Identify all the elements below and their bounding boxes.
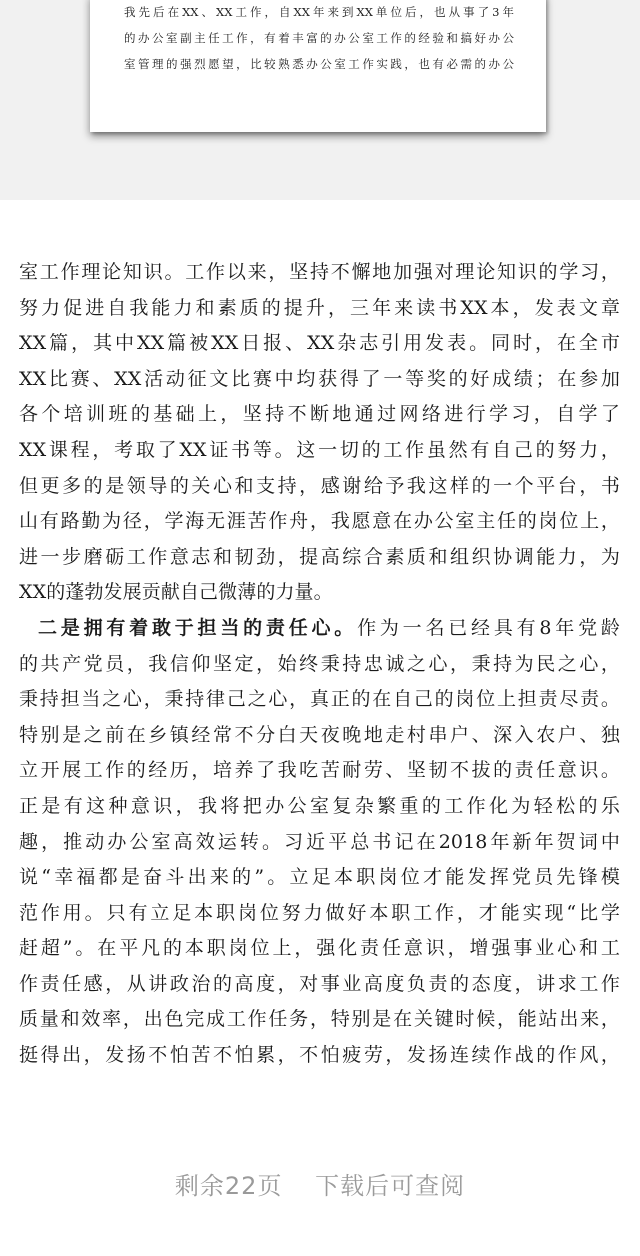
text-line: 但更多的是领导的关心和支持，感谢给予我这样的一个平台，书	[19, 474, 620, 497]
text-line: 进一步磨砺工作意志和韧劲，提高综合素质和组织协调能力，为	[19, 545, 620, 568]
download-hint-text[interactable]: 下载后可查阅	[315, 1172, 466, 1200]
text-line: XX比赛、XX活动征文比赛中均获得了一等奖的好成绩；在参加	[19, 367, 620, 390]
remaining-pages-text[interactable]: 剩余22页	[174, 1172, 283, 1200]
page-preview-card	[90, 0, 546, 132]
text-line: 趣，推动办公室高效运转。习近平总书记在2018年新年贺词中	[19, 830, 620, 853]
text-line: XX课程，考取了XX证书等。这一切的工作虽然有自己的努力，	[19, 438, 620, 461]
paragraph-lead-text: 作为一名已经具有8年党龄	[357, 616, 620, 639]
download-prompt[interactable]	[0, 1160, 640, 1212]
page-preview-area	[0, 0, 640, 200]
text-line: 秉持担当之心，秉持律己之心，真正的在自己的岗位上担责尽责。	[19, 688, 620, 711]
paragraph-first-line	[19, 611, 620, 647]
document-body	[19, 255, 620, 1074]
text-line: 正是有这种意识，我将把办公室复杂繁重的工作化为轻松的乐	[19, 794, 620, 817]
preview-line: 我先后在XX、XX工作，自XX年来到XX单位后，也从事了3年	[124, 5, 514, 19]
text-line: 室工作理论知识。工作以来，坚持不懈地加强对理论知识的学习，	[19, 261, 620, 283]
text-line: 作责任感，从讲政治的高度，对事业高度负责的态度，讲求工作	[19, 972, 620, 995]
text-line: 努力促进自我能力和素质的提升，三年来读书XX本，发表文章	[19, 296, 620, 319]
text-line: XX的蓬勃发展贡献自己微薄的力量。	[19, 581, 333, 604]
text-line: 范作用。只有立足本职岗位努力做好本职工作，才能实现“比学	[19, 901, 620, 924]
text-line: 的共产党员，我信仰坚定，始终秉持忠诚之心，秉持为民之心，	[19, 652, 620, 675]
text-line: 质量和效率，出色完成工作任务，特别是在关键时候，能站出来，	[19, 1008, 620, 1031]
preview-line: 的办公室副主任工作，有着丰富的办公室工作的经验和搞好办公	[124, 31, 514, 45]
text-line: 赶超”。在平凡的本职岗位上，强化责任意识，增强事业心和工	[19, 937, 620, 960]
paragraph-heading: 二是拥有着敢于担当的责任心。	[38, 616, 358, 639]
preview-line: 室管理的强烈愿望，比较熟悉办公室工作实践，也有必需的办公	[124, 57, 514, 71]
text-line: 山有路勤为径，学海无涯苦作舟，我愿意在办公室主任的岗位上，	[19, 510, 620, 533]
text-line: 立开展工作的经历，培养了我吃苦耐劳、坚韧不拔的责任意识。	[19, 759, 620, 782]
text-line: 说“幸福都是奋斗出来的”。立足本职岗位才能发挥党员先锋模	[19, 866, 620, 889]
text-line: 特别是之前在乡镇经常不分白天夜晚地走村串户、深入农户、独	[19, 723, 620, 746]
text-line: 挺得出，发扬不怕苦不怕累，不怕疲劳，发扬连续作战的作风，	[19, 1044, 620, 1067]
text-line: XX篇，其中XX篇被XX日报、XX杂志引用发表。同时，在全市	[19, 332, 620, 355]
text-line: 各个培训班的基础上，坚持不断地通过网络进行学习，自学了	[19, 403, 620, 426]
